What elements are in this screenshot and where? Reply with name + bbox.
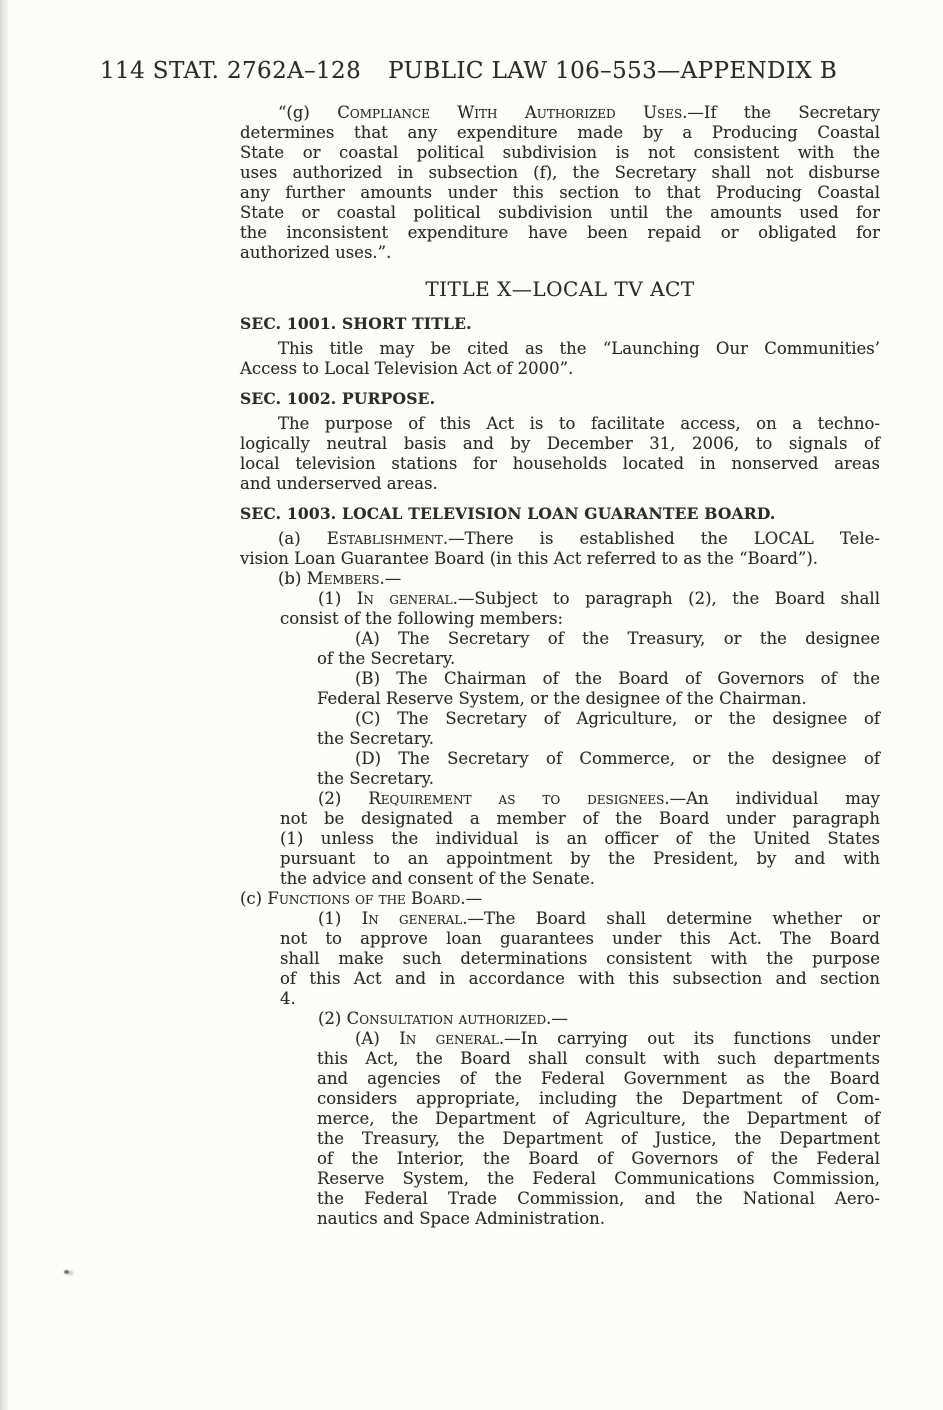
scan-speck bbox=[64, 1270, 69, 1274]
small-caps-text: Members. bbox=[306, 569, 385, 588]
small-caps-text: Establishment. bbox=[326, 529, 449, 548]
text-line bbox=[280, 969, 880, 989]
paragraph bbox=[280, 789, 880, 889]
stat-page-number: 114 STAT. 2762A–128 bbox=[100, 58, 362, 84]
paragraph bbox=[240, 889, 880, 909]
body-text: of this Act and in accordance with this subsection and section bbox=[280, 969, 880, 988]
text-line bbox=[280, 589, 880, 609]
body-text: — bbox=[551, 1009, 568, 1028]
body-text: State or coastal political subdivision until the amounts used for bbox=[240, 203, 880, 222]
text-line bbox=[280, 989, 880, 1009]
text-line bbox=[240, 103, 880, 123]
text-line bbox=[240, 183, 880, 203]
text-line bbox=[240, 529, 880, 549]
text-line bbox=[280, 909, 880, 929]
text-line bbox=[240, 414, 880, 434]
body-text: the Treasury, the Department of Justice, the Department bbox=[317, 1129, 880, 1148]
body-text: of the Secretary. bbox=[317, 649, 456, 668]
text-line bbox=[280, 949, 880, 969]
text-line bbox=[317, 1129, 880, 1149]
body-text: State or coastal political subdivision is not consistent with the bbox=[240, 143, 880, 162]
text-line bbox=[240, 569, 880, 589]
body-text: (2) bbox=[318, 789, 369, 808]
paragraph bbox=[280, 1009, 880, 1029]
paragraph bbox=[240, 529, 880, 569]
text-line bbox=[317, 1149, 880, 1169]
small-caps-text: Requirement as to designees. bbox=[368, 789, 670, 808]
text-line bbox=[240, 454, 880, 474]
law-citation: PUBLIC LAW 106–553—APPENDIX B bbox=[388, 58, 838, 84]
paragraph bbox=[317, 749, 880, 789]
text-line bbox=[317, 769, 880, 789]
body-text: and underserved areas. bbox=[240, 474, 438, 493]
text-line bbox=[240, 434, 880, 454]
body-text: —Subject to paragraph (2), the Board shall bbox=[457, 589, 880, 608]
text-line bbox=[240, 549, 880, 569]
section-heading: SEC. 1003. LOCAL TELEVISION LOAN GUARANTEE BOARD. bbox=[240, 504, 776, 523]
text-line bbox=[240, 203, 880, 223]
body-text: the Federal Trade Commission, and the National Aero- bbox=[317, 1189, 880, 1208]
body-text: — bbox=[384, 569, 402, 588]
text-line bbox=[317, 669, 880, 689]
body-text: —An individual may bbox=[669, 789, 881, 808]
text-line bbox=[240, 339, 880, 359]
paragraph bbox=[280, 589, 880, 629]
text-line bbox=[317, 1169, 880, 1189]
scan-edge-strip bbox=[0, 0, 9, 1410]
text-line bbox=[240, 474, 880, 494]
body-text: (1) bbox=[318, 589, 357, 608]
body-text: nautics and Space Administration. bbox=[317, 1209, 606, 1228]
text-line bbox=[240, 359, 880, 379]
small-caps-text: In general. bbox=[399, 1029, 505, 1048]
body-text: (2) bbox=[318, 1009, 347, 1028]
text-line bbox=[317, 749, 880, 769]
body-text: 4. bbox=[280, 989, 296, 1008]
body-text: (1) unless the individual is an officer of the United States bbox=[280, 829, 880, 848]
body-text: not be designated a member of the Board under paragraph bbox=[280, 809, 880, 828]
body-text: (1) bbox=[318, 909, 362, 928]
body-text: local television stations for households located in nonserved areas bbox=[240, 454, 880, 473]
body-text: shall make such determinations consistent with the purpose bbox=[280, 949, 880, 968]
small-caps-text: Consultation authorized. bbox=[346, 1009, 552, 1028]
body-text: (C) The Secretary of Agriculture, or the designee of bbox=[355, 709, 880, 728]
small-caps-text: In general. bbox=[356, 589, 458, 608]
paragraph bbox=[240, 339, 880, 379]
body-text: —The Board shall determine whether or bbox=[467, 909, 880, 928]
body-text: (b) bbox=[278, 569, 307, 588]
body-text: “(g) bbox=[278, 103, 338, 122]
document-body bbox=[240, 103, 880, 1229]
paragraph bbox=[317, 1029, 880, 1229]
text-line bbox=[240, 143, 880, 163]
text-line bbox=[280, 789, 880, 809]
text-line bbox=[317, 729, 880, 749]
body-text: vision Loan Guarantee Board (in this Act referred to as the “Board”). bbox=[240, 549, 818, 568]
body-text: —In carrying out its functions under bbox=[504, 1029, 880, 1048]
section-heading: SEC. 1002. PURPOSE. bbox=[240, 389, 436, 408]
body-text: uses authorized in subsection (f), the Secretary shall not disburse bbox=[240, 163, 880, 182]
text-line bbox=[240, 163, 880, 183]
body-text: this Act, the Board shall consult with such departments bbox=[317, 1049, 880, 1068]
text-line bbox=[317, 709, 880, 729]
text-line bbox=[280, 849, 880, 869]
paragraph bbox=[240, 103, 880, 263]
paragraph bbox=[280, 909, 880, 1009]
body-text: pursuant to an appointment by the President, by and with bbox=[280, 849, 880, 868]
body-text: not to approve loan guarantees under this Act. The Board bbox=[280, 929, 880, 948]
body-text: determines that any expenditure made by a Producing Coastal bbox=[240, 123, 880, 142]
text-line bbox=[317, 1049, 880, 1069]
running-header bbox=[100, 58, 837, 84]
text-line bbox=[317, 689, 880, 709]
section-heading: SEC. 1001. SHORT TITLE. bbox=[240, 314, 472, 333]
body-text: (c) bbox=[240, 889, 268, 908]
body-text: Access to Local Television Act of 2000”. bbox=[240, 359, 574, 378]
body-text: and agencies of the Federal Government as the Board bbox=[317, 1069, 880, 1088]
body-text: — bbox=[465, 889, 483, 908]
text-line bbox=[317, 1189, 880, 1209]
body-text: (B) The Chairman of the Board of Governors of the bbox=[355, 669, 880, 688]
body-text: consist of the following members: bbox=[280, 609, 564, 628]
text-line bbox=[280, 829, 880, 849]
body-text: (D) The Secretary of Commerce, or the designee of bbox=[355, 749, 880, 768]
body-text: the Secretary. bbox=[317, 769, 434, 788]
text-line bbox=[280, 609, 880, 629]
text-line bbox=[240, 243, 880, 263]
small-caps-text: Compliance With Authorized Uses. bbox=[337, 103, 688, 122]
text-line bbox=[280, 1009, 880, 1029]
small-caps-text: Functions of the Board. bbox=[267, 889, 466, 908]
body-text: The purpose of this Act is to facilitate access, on a techno- bbox=[278, 414, 880, 433]
body-text: of the Interior, the Board of Governors of the Federal bbox=[317, 1149, 880, 1168]
body-text: Federal Reserve System, or the designee of the Chairman. bbox=[317, 689, 807, 708]
body-text: —If the Secretary bbox=[687, 103, 880, 122]
text-line bbox=[317, 1029, 880, 1049]
body-text: (A) bbox=[355, 1029, 400, 1048]
text-line bbox=[240, 123, 880, 143]
body-text: (A) The Secretary of the Treasury, or the designee bbox=[355, 629, 880, 648]
text-line bbox=[280, 869, 880, 889]
text-line bbox=[240, 889, 880, 909]
body-text: the inconsistent expenditure have been repaid or obligated for bbox=[240, 223, 880, 242]
text-line bbox=[317, 1109, 880, 1129]
small-caps-text: In general. bbox=[361, 909, 468, 928]
title-heading: TITLE X—LOCAL TV ACT bbox=[425, 277, 695, 301]
text-line bbox=[240, 223, 880, 243]
paragraph bbox=[317, 629, 880, 669]
paragraph bbox=[240, 569, 880, 589]
text-line bbox=[317, 1089, 880, 1109]
body-text: considers appropriate, including the Department of Com- bbox=[317, 1089, 880, 1108]
body-text: (a) bbox=[278, 529, 327, 548]
text-line bbox=[280, 809, 880, 829]
text-line bbox=[317, 1209, 880, 1229]
body-text: logically neutral basis and by December 31, 2006, to signals of bbox=[240, 434, 880, 453]
text-line bbox=[280, 929, 880, 949]
body-text: This title may be cited as the “Launching Our Communities’ bbox=[278, 339, 880, 358]
text-line bbox=[317, 1069, 880, 1089]
body-text: the advice and consent of the Senate. bbox=[280, 869, 596, 888]
paragraph bbox=[317, 709, 880, 749]
body-text: —There is established the LOCAL Tele- bbox=[448, 529, 880, 548]
text-line bbox=[317, 629, 880, 649]
body-text: merce, the Department of Agriculture, the Department of bbox=[317, 1109, 880, 1128]
body-text: any further amounts under this section to that Producing Coastal bbox=[240, 183, 880, 202]
body-text: the Secretary. bbox=[317, 729, 434, 748]
paragraph bbox=[240, 414, 880, 494]
body-text: authorized uses.”. bbox=[240, 243, 392, 262]
text-line bbox=[317, 649, 880, 669]
paragraph bbox=[317, 669, 880, 709]
body-text: Reserve System, the Federal Communications Commission, bbox=[317, 1169, 880, 1188]
